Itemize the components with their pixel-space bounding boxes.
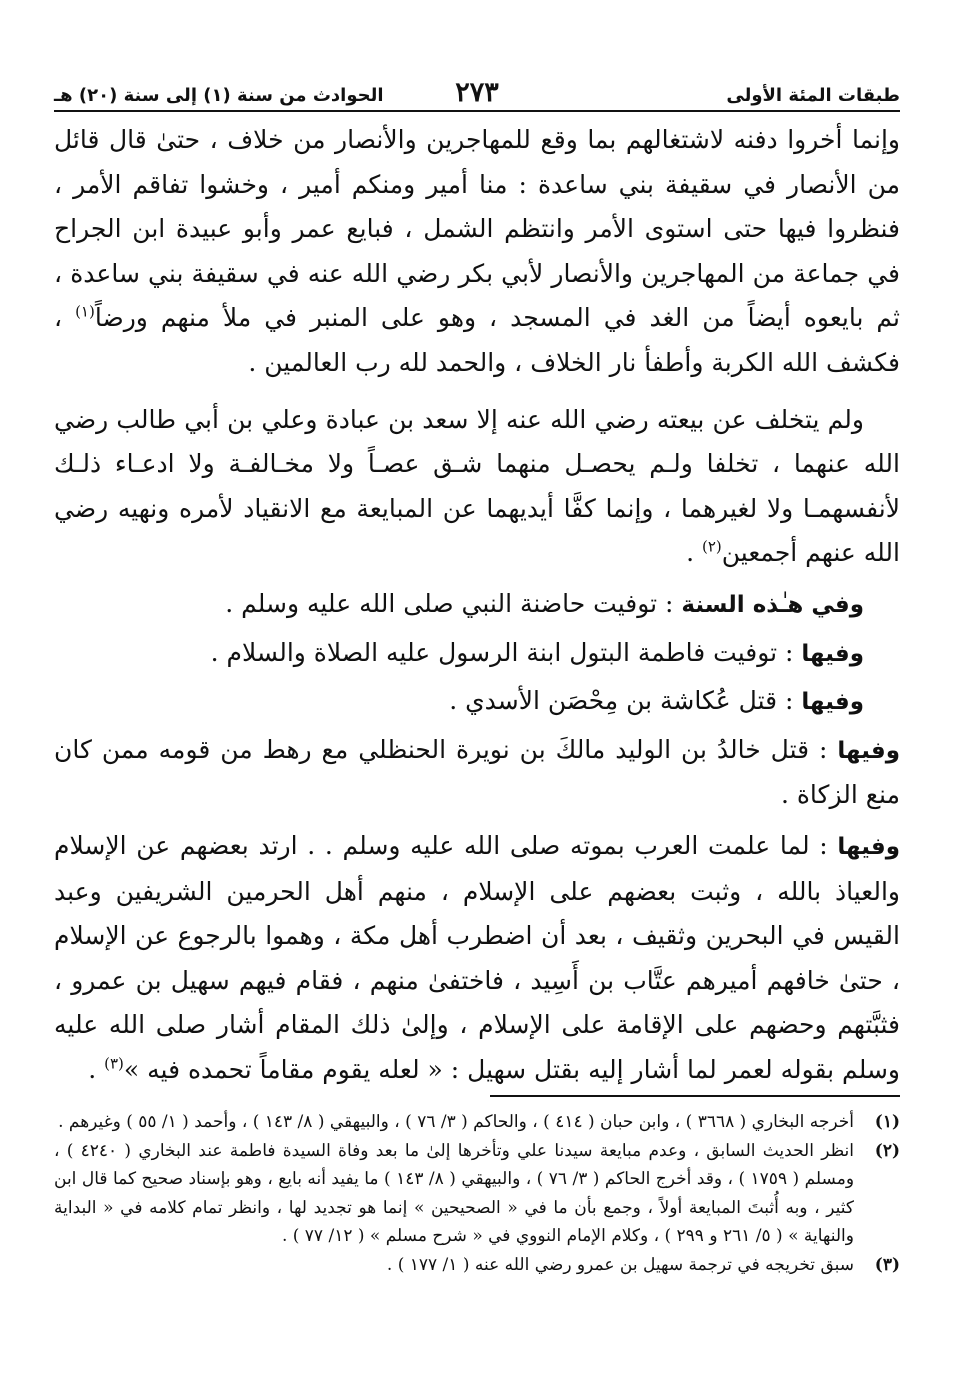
event-text: قتل خالدُ بن الوليد مالكَ بن نويرة الحنظلي مع رهط من قومه ممن كان منع الزكاة . <box>54 734 900 810</box>
event-entry <box>54 631 900 677</box>
event-separator: : <box>777 637 802 667</box>
paragraph-bayah <box>54 398 900 576</box>
footnote-text: أخرجه البخاري ( ٣٦٦٨ ) ، وابن حبان ( ٤١٤ ) ، والحاكم ( ٣/ ٧٦ ) ، والبيهقي ( ٨/ ١٤٣ ) ، وأحمد ( ١/ ٥٥ ) وغيرهم . <box>58 1112 854 1132</box>
event-entry-ridda <box>54 824 900 1093</box>
footnote-text: انظر الحديث السابق ، وعدم مبايعة سيدنا علي وتأخرها إلىٰ ما بعد وفاة السيدة فاطمة عند البخاري ( ٤٢٤٠ ) ، ومسلم ( ١٧٥٩ ) ، وقد أخرج الحاكم ( ٣/ ٧٦ ) ، والبيهقي ( ٨/ ١٤٣ ) ما يفيد أنه بايع ، وهو بإسناد صحيح كما قال ابن كثير ، وبه أُثبتَ المبايعة أولاً ، وجمع بأن ما في « الصحيحين » إنما هو تجديد لها ، وانظر تمام كلامه في « البداية والنهاية » ( ٥/ ٢٦١ و ٢٩٩ ) ، وكلام الإمام النووي في « شرح مسلم » ( ١٢/ ٧٧ ) . <box>54 1140 855 1247</box>
event-entry <box>54 728 900 818</box>
paragraph-text: ولم يتخلف عن بيعته رضي الله عنه إلا سعد بن عبادة وعلي بن أبي طالب رضي الله عنهما ، تخلفا ولـم يحصـل منهما شـق عصـاً ولا مخـالفـة ولا ادعـاء ذلـك لأنفسهمـا ولا لغيرهما ، وإنما كفَّا أيديهما عن المبايعة مع الانقياد لأمره ونهيه رضي الله عنهم أجمعين <box>54 404 900 568</box>
event-separator: : <box>777 686 802 716</box>
footnote-text: سبق تخريجه في ترجمة سهيل بن عمرو رضي الله عنه ( ١/ ١٧٧ ) . <box>386 1254 854 1275</box>
book-title: طبقات المئة الأولى <box>726 85 900 106</box>
footnote <box>54 1137 900 1251</box>
event-separator: : <box>657 588 682 618</box>
main-text <box>54 118 900 1092</box>
book-page <box>54 0 900 1391</box>
event-entry <box>54 582 900 628</box>
event-text: لما علمت العرب بموته صلى الله عليه وسلم . . ارتد بعضهم عن الإسلام والعياذ بالله ، وثبت بعضهم على الإسلام ، منهم أهل الحرمين الشريفين وعبد القيس في البحرين وثقيف ، بعد أن اضطرب أهل مكة ، وهموا بالرجوع عن الإسلام ، حتىٰ خافهم أميرهم عتَّاب بن أَسِيد ، فاختفىٰ منهم ، فقام فيهم سهيل بن عمرو ، فثبَّتهم وحضهم على الإقامة على الإسلام ، وإلىٰ ذلك المقام أشار صلى الله عليه وسلم بقوله لعمر لما أشار إليه بقتل سهيل : « لعله يقوم مقاماً تحمده فيه » <box>54 830 900 1084</box>
event-label: وفيها <box>837 833 900 860</box>
event-label: وفيها <box>801 640 864 667</box>
footnote-ref-3[interactable]: (٣) <box>104 1054 124 1073</box>
year-range: الحوادث من سنة (١) إلى سنة (٢٠) هـ <box>54 85 384 106</box>
footnote <box>54 1108 900 1137</box>
running-header <box>54 72 900 112</box>
paragraph-burial <box>54 118 900 386</box>
footnote <box>54 1251 900 1280</box>
footnote-number: (١) <box>874 1112 900 1132</box>
event-text: توفيت فاطمة البتول ابنة الرسول عليه الصلاة والسلام . <box>210 637 778 667</box>
paragraph-text-end: ، فكشف الله الكربة وأطفأ نار الخلاف ، والحمد لله رب العالمين . <box>54 303 900 377</box>
paragraph-text-end: . <box>686 538 702 568</box>
page-number: ٢٧٣ <box>455 77 499 108</box>
footnotes <box>54 1108 900 1280</box>
footnote-number: (٣) <box>874 1254 900 1275</box>
event-text-end: . <box>88 1054 105 1084</box>
event-separator: : <box>809 734 838 764</box>
event-text: توفيت حاضنة النبي صلى الله عليه وسلم . <box>225 588 658 618</box>
event-label: وفي هـٰذه السنة <box>681 591 864 618</box>
event-label: وفيها <box>837 737 900 764</box>
event-separator: : <box>809 830 838 860</box>
footnote-divider <box>490 1095 900 1097</box>
footnote-ref-1[interactable]: (١) <box>75 303 95 322</box>
event-label: وفيها <box>801 689 864 716</box>
event-text: قتل عُكاشة بن مِحْصَن الأسدي . <box>449 686 778 716</box>
footnote-number: (٢) <box>874 1140 900 1161</box>
footnote-ref-2[interactable]: (٢) <box>701 538 722 557</box>
event-entry <box>54 679 900 725</box>
paragraph-text: وإنما أخروا دفنه لاشتغالهم بما وقع للمهاجرين والأنصار من خلاف ، حتىٰ قال قائل من الأنصار في سقيفة بني ساعدة : منا أمير ومنكم أمير ، وخشوا تفاقم الأمر ، فنظروا فيها حتى استوى الأمر وانتظم الشمل ، فبايع عمر وأبو عبيدة ابن الجراح في جماعة من المهاجرين والأنصار لأبي بكر رضي الله عنه في سقيفة بني ساعدة ، ثم بايعوه أيضاً من الغد في المسجد ، وهو على المنبر في ملأ منهم ورضاً <box>54 125 901 333</box>
